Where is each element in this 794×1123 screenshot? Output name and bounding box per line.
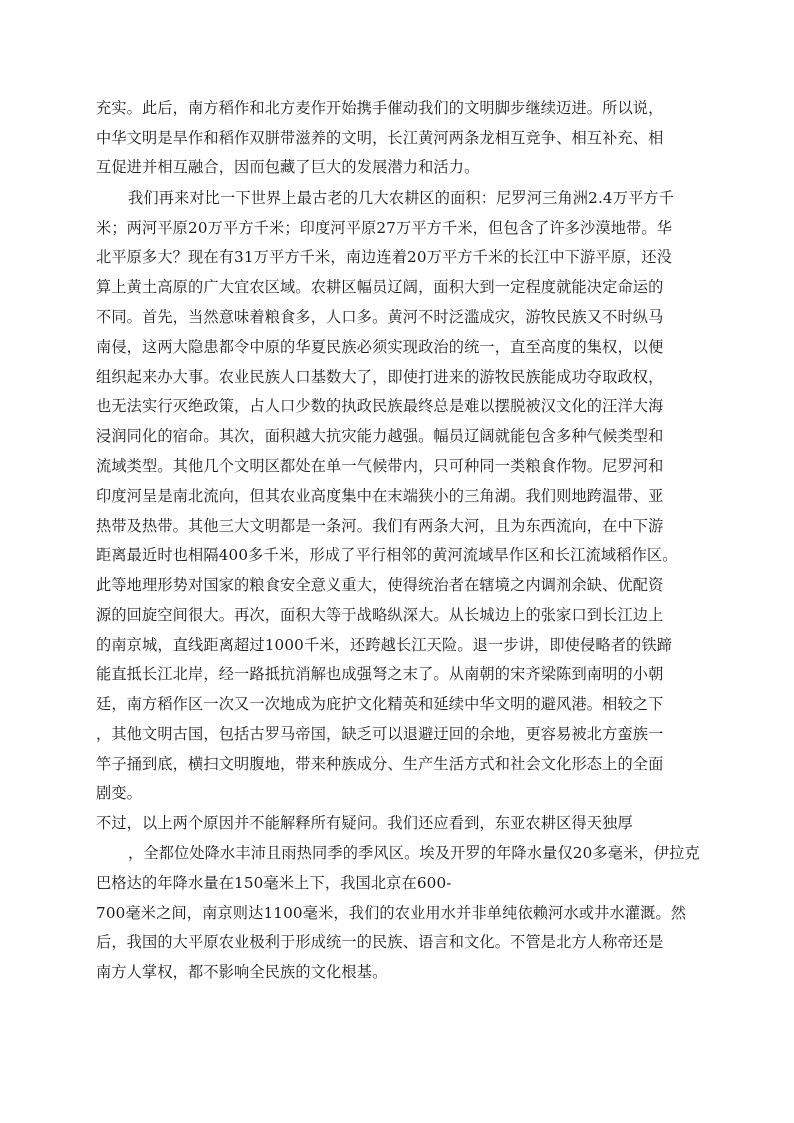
text-line: 竿子捅到底，横扫文明腹地，带来种族成分、生产生活方式和社会文化形态上的全面 xyxy=(96,755,664,773)
text-line: 也无法实行灭绝政策，占人口少数的执政民族最终总是难以摆脱被汉文化的汪洋大海 xyxy=(96,397,664,415)
text-line: 我们再来对比一下世界上最古老的几大农耕区的面积：尼罗河三角洲2.4万平方千 xyxy=(128,189,675,207)
text-line: ，其他文明古国，包括古罗马帝国，缺乏可以退避迂回的余地，更容易被北方蛮族一 xyxy=(96,725,664,743)
text-line: 巴格达的年降水量在150毫米上下，我国北京在600- xyxy=(96,874,452,892)
text-line: 不过，以上两个原因并不能解释所有疑问。我们还应看到，东亚农耕区得天独厚 xyxy=(96,814,633,832)
text-line: 北平原多大？现在有31万平方千米，南边连着20万平方千米的长江中下游平原，还没 xyxy=(96,248,673,266)
text-line: 不同。首先，当然意味着粮食多，人口多。黄河不时泛滥成灾，游牧民族又不时纵马 xyxy=(96,308,664,326)
text-line: 充实。此后，南方稻作和北方麦作开始携手催动我们的文明脚步继续迈进。所以说， xyxy=(96,99,664,117)
text-line: 剧变。 xyxy=(96,784,143,802)
text-line: 廷，南方稻作区一次又一次地成为庇护文化精英和延续中华文明的避风港。相较之下 xyxy=(96,695,664,713)
text-line: 互促进并相互融合，因而包藏了巨大的发展潜力和活力。 xyxy=(96,158,480,176)
text-line: 源的回旋空间很大。再次，面积大等于战略纵深大。从长城边上的张家口到长江边上 xyxy=(96,606,664,624)
text-line: 此等地理形势对国家的粮食安全意义重大，使得统治者在辖境之内调剂余缺、优配资 xyxy=(96,576,664,594)
text-line: 浸润同化的宿命。其次，面积越大抗灾能力越强。幅员辽阔就能包含多种气候类型和 xyxy=(96,427,664,445)
text-line: 南方人掌权，都不影响全民族的文化根基。 xyxy=(96,963,388,981)
text-line: 的南京城，直线距离超过1000千米，还跨越长江天险。退一步讲，即使侵略者的铁蹄 xyxy=(96,636,673,654)
text-line: 能直抵长江北岸，经一路抵抗消解也成强弩之末了。从南朝的宋齐梁陈到南明的小朝 xyxy=(96,665,664,683)
text-line: 南侵，这两大隐患都令中原的华夏民族必须实现政治的统一，直至高度的集权，以便 xyxy=(96,338,664,356)
text-line: 700毫米之间，南京则达1100毫米，我们的农业用水并非单纯依赖河水或井水灌溉。然 xyxy=(96,904,687,922)
text-line: 距离最近时也相隔400多千米，形成了平行相邻的黄河流域旱作区和长江流域稻作区。 xyxy=(96,546,678,564)
text-line: 热带及热带。其他三大文明都是一条河。我们有两条大河，且为东西流向，在中下游 xyxy=(96,517,664,535)
text-line: 印度河呈是南北流向，但其农业高度集中在末端狭小的三角湖。我们则地跨温带、亚 xyxy=(96,487,664,505)
text-line: 中华文明是旱作和稻作双胼带滋养的文明，长江黄河两条龙相互竞争、相互补充、相 xyxy=(96,129,664,147)
text-line: 流域类型。其他几个文明区都处在单一气候带内，只可种同一类粮食作物。尼罗河和 xyxy=(96,457,664,475)
text-line: ，全都位处降水丰沛且雨热同季的季风区。埃及开罗的年降水量仅20多毫米，伊拉克 xyxy=(128,844,700,862)
text-line: 算上黄土高原的广大宜农区域。农耕区幅员辽阔，面积大到一定程度就能决定命运的 xyxy=(96,278,664,296)
text-line: 米；两河平原20万平方千米；印度河平原27万平方千米，但包含了许多沙漠地带。华 xyxy=(96,219,673,237)
text-line: 后，我国的大平原农业极利于形成统一的民族、语言和文化。不管是北方人称帝还是 xyxy=(96,933,664,951)
text-line: 组织起来办大事。农业民族人口基数大了，即使打进来的游牧民族能成功夺取政权， xyxy=(96,368,664,386)
